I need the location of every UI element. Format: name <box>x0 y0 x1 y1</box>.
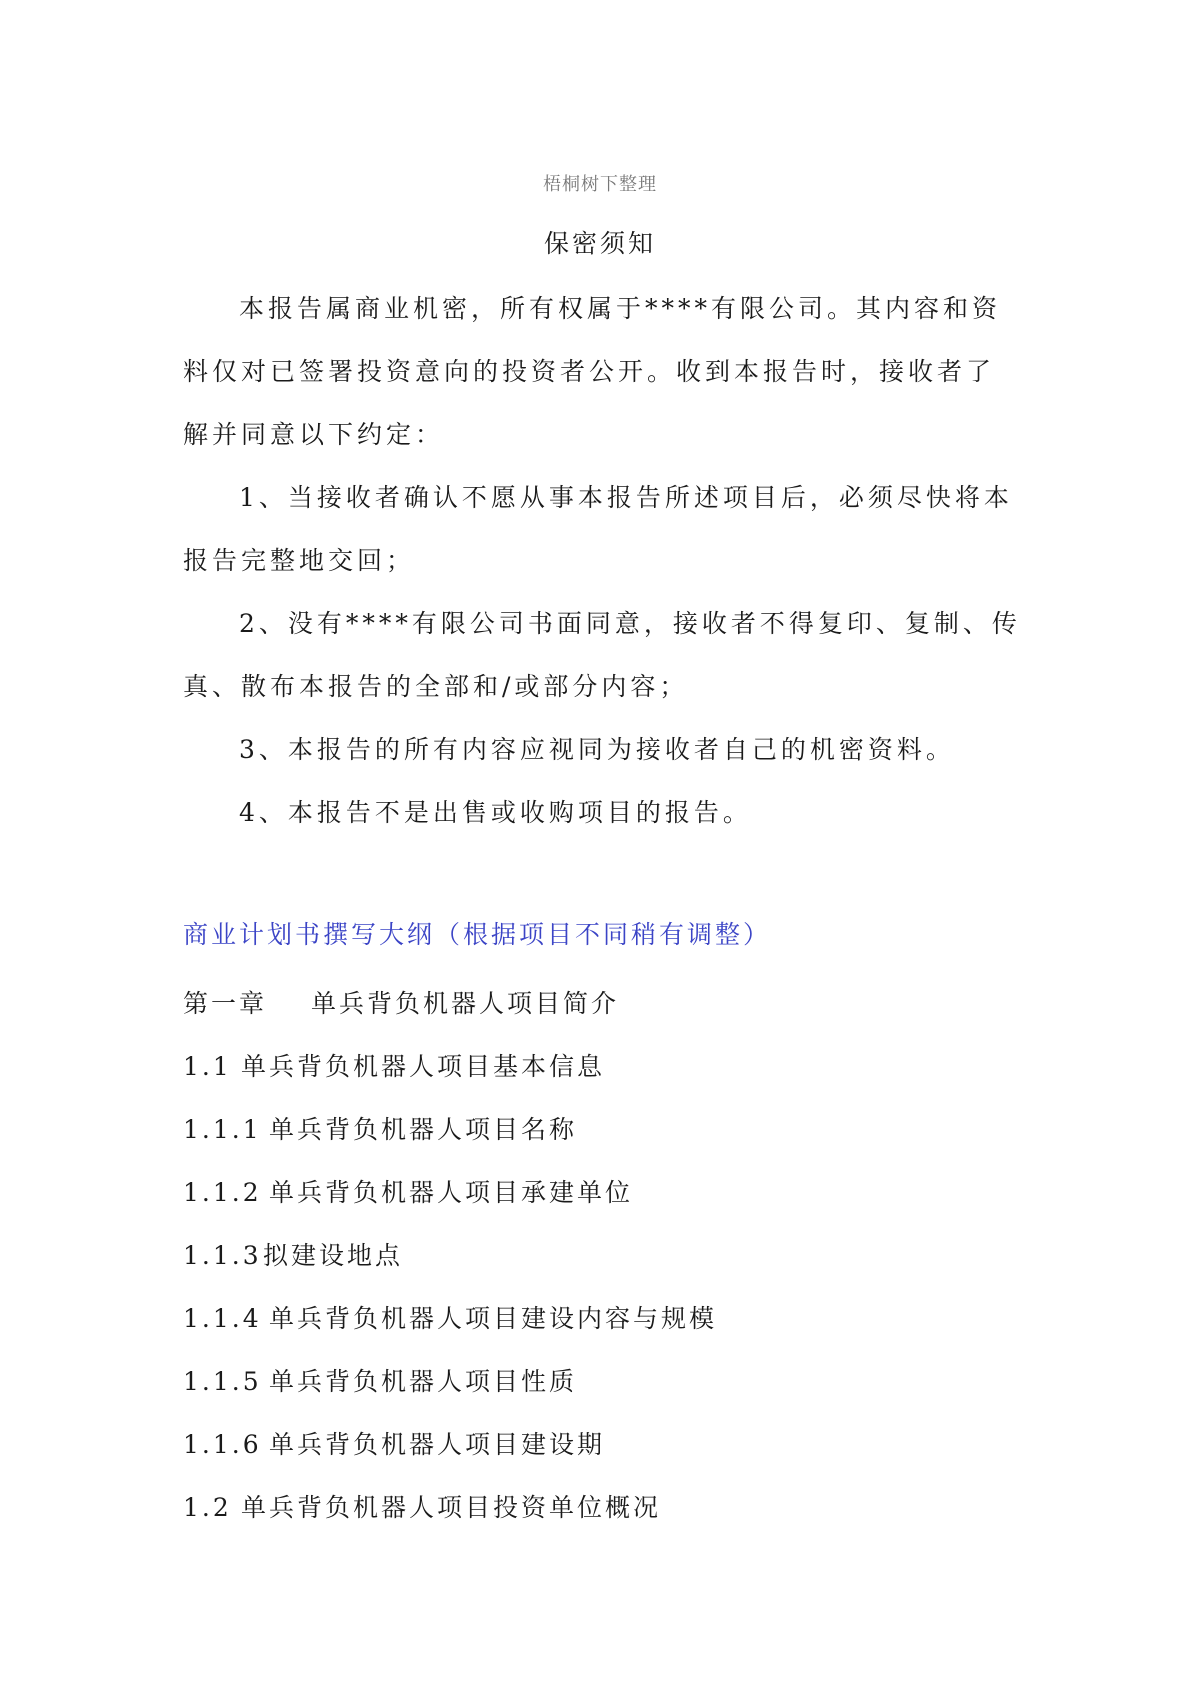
outline-entry-number: 1.1.2 <box>183 1178 262 1207</box>
outline-entry-text: 拟建设地点 <box>263 1241 404 1270</box>
outline-entry <box>183 1161 1023 1224</box>
notice-item: 1、当接收者确认不愿从事本报告所述项目后，必须尽快将本报告完整地交回； <box>183 483 1013 575</box>
outline-entry <box>183 1476 1023 1539</box>
outline-entry <box>183 1098 1023 1161</box>
notice-intro-paragraph: 本报告属商业机密，所有权属于****有限公司。其内容和资料仅对已签署投资意向的投资者公开。收到本报告时，接收者了解并同意以下约定： <box>183 294 1002 449</box>
outline-entry-text: 单兵背负机器人项目建设内容与规模 <box>269 1304 718 1333</box>
outline-entry-number: 1.1.6 <box>183 1430 262 1459</box>
outline-entry-text: 单兵背负机器人项目性质 <box>269 1367 578 1396</box>
outline-entry-number: 1.1 <box>183 1052 232 1081</box>
outline-entry <box>183 972 1023 1035</box>
header-note: 梧桐树下整理 <box>543 174 657 195</box>
outline-entry-number: 1.1.3 <box>183 1241 262 1270</box>
outline-entry-text: 单兵背负机器人项目承建单位 <box>269 1178 634 1207</box>
outline-entry-text: 单兵背负机器人项目投资单位概况 <box>241 1493 662 1522</box>
outline-heading: 商业计划书撰写大纲（根据项目不同稍有调整） <box>183 920 772 949</box>
outline-entry-number: 1.1.4 <box>183 1304 262 1333</box>
outline-entry-text: 单兵背负机器人项目简介 <box>311 989 620 1018</box>
outline-entry <box>183 1224 1023 1287</box>
outline-entry-number: 1.2 <box>183 1493 232 1522</box>
outline-entry <box>183 1413 1023 1476</box>
outline-entry <box>183 1287 1023 1350</box>
outline-entry-text: 单兵背负机器人项目名称 <box>269 1115 578 1144</box>
outline-entry-text: 单兵背负机器人项目建设期 <box>269 1430 606 1459</box>
outline-entry <box>183 1350 1023 1413</box>
notice-item: 3、本报告的所有内容应视同为接收者自己的机密资料。 <box>239 735 955 764</box>
notice-section <box>183 277 1023 844</box>
notice-item: 4、本报告不是出售或收购项目的报告。 <box>239 798 752 827</box>
notice-item: 2、没有****有限公司书面同意，接收者不得复印、复制、传真、散布本报告的全部和/或部分内容； <box>183 609 1021 701</box>
notice-title: 保密须知 <box>543 229 656 258</box>
outline-entry <box>183 1035 1023 1098</box>
outline-entry-number: 1.1.5 <box>183 1367 262 1396</box>
outline-entry-number: 第一章 <box>183 989 268 1018</box>
outline-list <box>183 972 1023 1539</box>
outline-entry-text: 单兵背负机器人项目基本信息 <box>241 1052 606 1081</box>
outline-entry-number: 1.1.1 <box>183 1115 262 1144</box>
